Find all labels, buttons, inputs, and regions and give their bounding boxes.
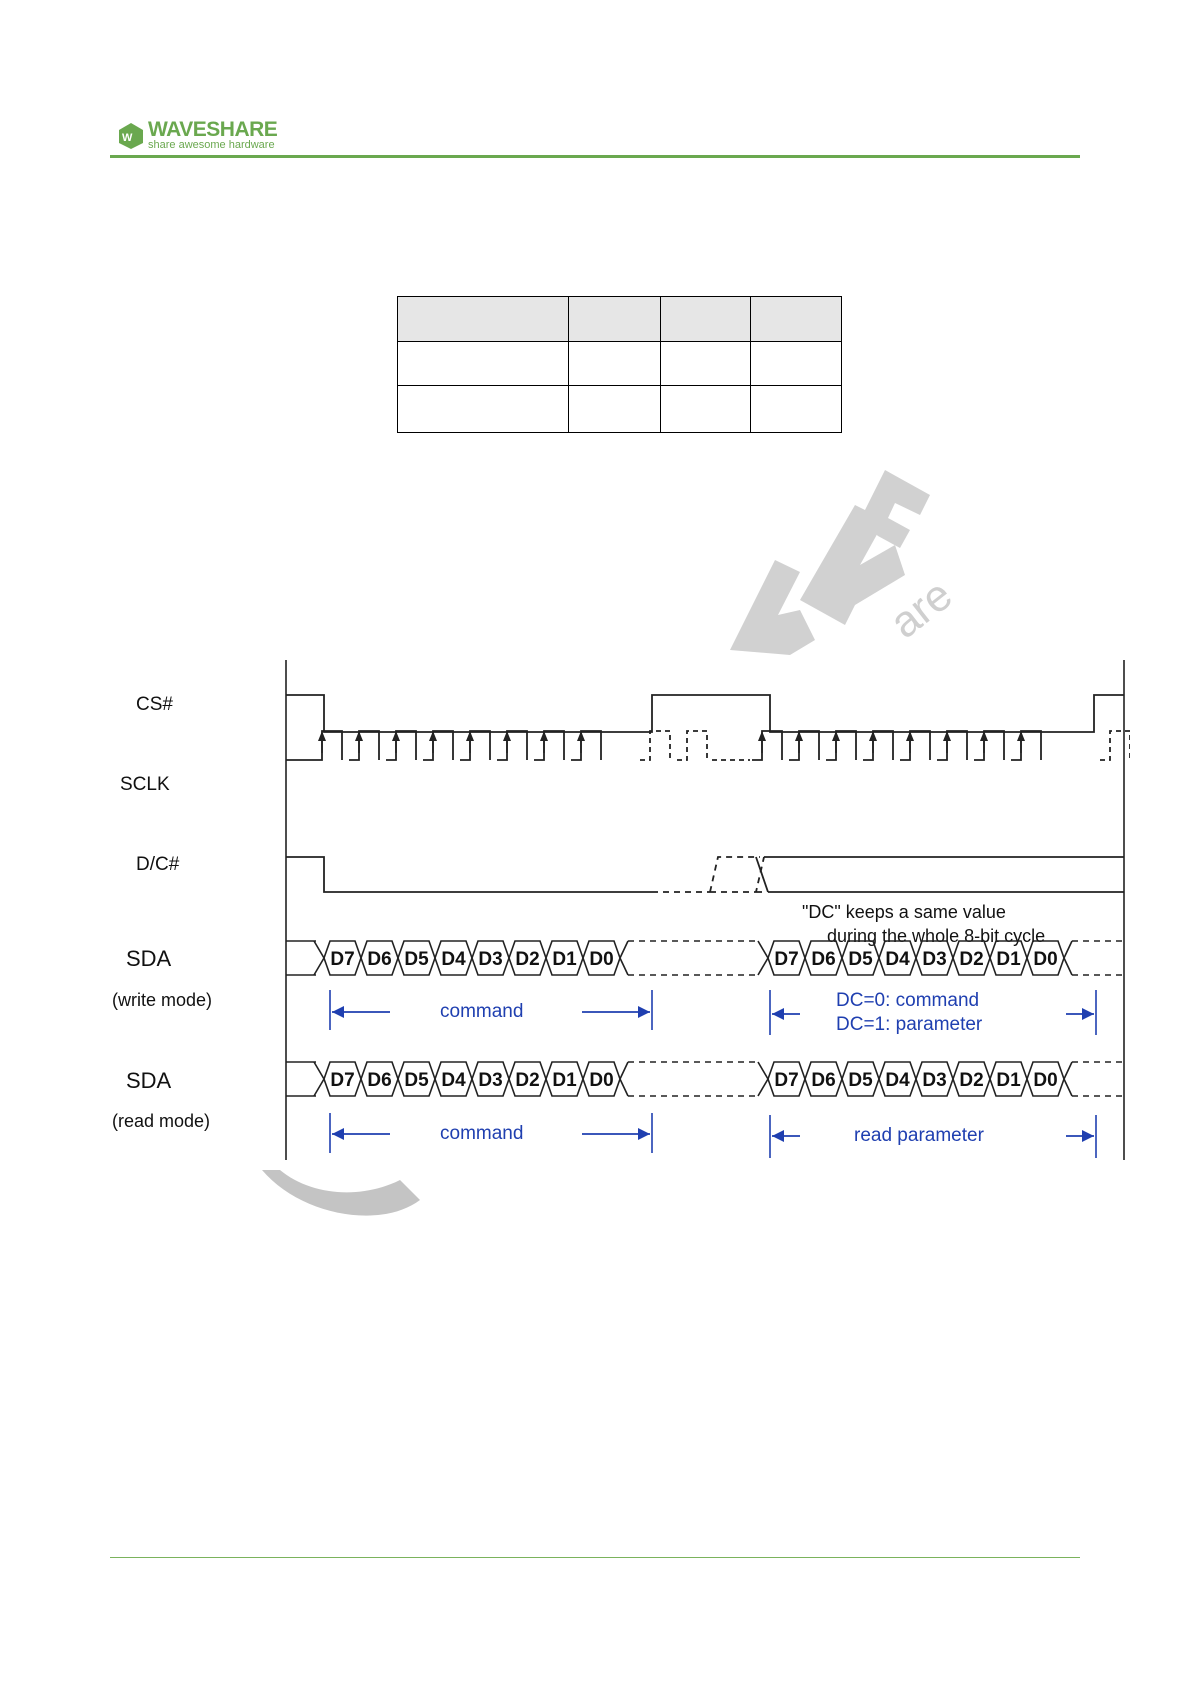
svg-text:are: are <box>880 570 962 648</box>
sda-read-bit: D7 <box>330 1070 355 1091</box>
sda-read-bit: D3 <box>478 1070 503 1091</box>
read-command-label: command <box>440 1123 524 1144</box>
sda-write-waveform <box>286 941 1124 975</box>
sda-read-bit: D2 <box>959 1070 984 1091</box>
sda-write-bit: D5 <box>404 949 429 970</box>
sda-write-bit: D3 <box>922 949 947 970</box>
sda-read-bit: D5 <box>404 1070 429 1091</box>
sda-read-bit: D6 <box>811 1070 836 1091</box>
sda-write-bit: D6 <box>811 949 836 970</box>
sda-write-bit: D0 <box>589 949 614 970</box>
dc-note-line2: during the whole 8-bit cycle <box>827 926 1046 946</box>
footer-divider <box>110 1557 1080 1558</box>
sda-write-bit: D2 <box>959 949 984 970</box>
signal-label-sda-read: SDA <box>126 1068 172 1093</box>
sda-read-bit: D1 <box>996 1070 1021 1091</box>
sda-read-bit: D6 <box>367 1070 392 1091</box>
sda-write-bit: D6 <box>367 949 392 970</box>
sda-read-waveform <box>286 1062 1124 1096</box>
sda-write-bit: D4 <box>885 949 910 970</box>
signal-label-dc: D/C# <box>136 854 180 875</box>
svg-text:W: W <box>122 132 133 144</box>
sda-write-bit: D7 <box>330 949 355 970</box>
sda-write-bit: D3 <box>478 949 503 970</box>
sda-write-bit: D0 <box>1033 949 1058 970</box>
sda-read-bit: D4 <box>441 1070 466 1091</box>
mode-label-write: (write mode) <box>112 990 213 1010</box>
write-command-label: command <box>440 1001 524 1022</box>
mode-label-read: (read mode) <box>112 1111 211 1131</box>
write-param-label-line1: DC=0: command <box>836 990 980 1011</box>
signal-label-cs: CS# <box>136 694 173 715</box>
dc-waveform <box>286 857 1124 892</box>
sda-write-bit: D4 <box>441 949 466 970</box>
sda-read-bit: D0 <box>1033 1070 1058 1091</box>
sda-read-bit: D4 <box>885 1070 910 1091</box>
sda-write-bit: D1 <box>996 949 1021 970</box>
sda-read-bit: D7 <box>774 1070 799 1091</box>
sclk-waveform <box>286 731 1130 760</box>
sda-write-bit: D2 <box>515 949 540 970</box>
logo-name: WAVESHARE <box>148 118 278 141</box>
sda-read-bit: D3 <box>922 1070 947 1091</box>
sda-read-bit: D1 <box>552 1070 577 1091</box>
sda-read-bit: D5 <box>848 1070 873 1091</box>
sda-read-bit: D0 <box>589 1070 614 1091</box>
sda-write-bit: D1 <box>552 949 577 970</box>
sda-read-bit: D2 <box>515 1070 540 1091</box>
cs-waveform <box>286 695 1124 732</box>
sda-write-bit: D7 <box>774 949 799 970</box>
signal-label-sclk: SCLK <box>120 774 170 795</box>
read-parameter-label: read parameter <box>854 1125 984 1146</box>
dc-note-line1: "DC" keeps a same value <box>802 902 1006 922</box>
spi-timing-diagram <box>100 650 1130 1170</box>
write-param-label-line2: DC=1: parameter <box>836 1014 983 1035</box>
signal-label-sda-write: SDA <box>126 946 172 971</box>
sda-write-bit: D5 <box>848 949 873 970</box>
logo-tagline: share awesome hardware <box>148 139 275 151</box>
